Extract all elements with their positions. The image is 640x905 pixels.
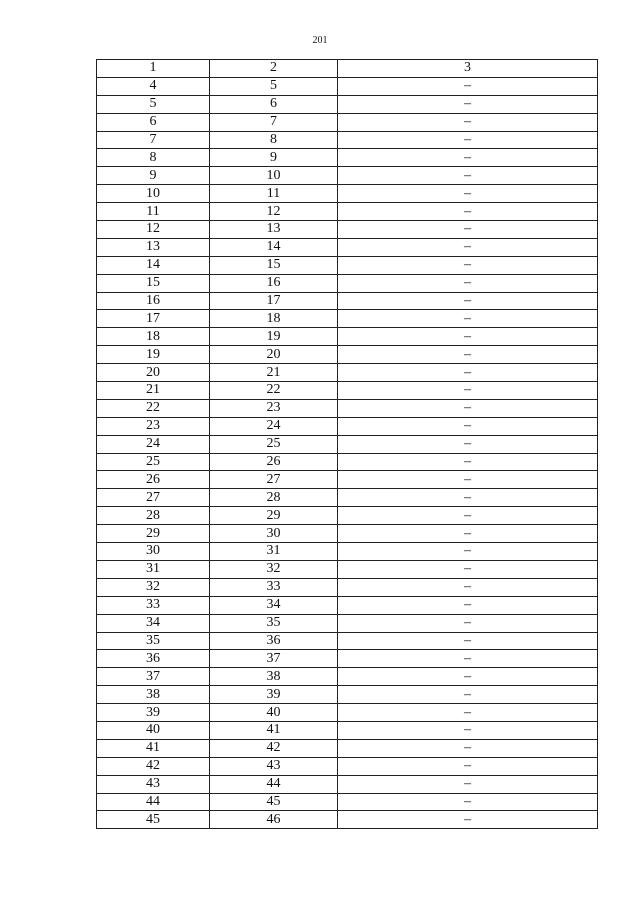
table-cell: 8 [210,131,338,149]
table-cell: – [338,632,598,650]
table-cell: – [338,256,598,274]
table-row [97,560,598,578]
table-cell: 10 [97,185,210,203]
table-cell: 29 [210,507,338,525]
table-cell: 45 [210,793,338,811]
table-cell: 39 [97,704,210,722]
table-cell: – [338,95,598,113]
table-cell: 12 [210,203,338,221]
table-cell: 28 [210,489,338,507]
table-cell: 17 [210,292,338,310]
table-row [97,686,598,704]
table-cell: 29 [97,525,210,543]
table-cell: – [338,221,598,239]
table-cell: 7 [97,131,210,149]
table-cell: 27 [210,471,338,489]
table-row [97,757,598,775]
table-cell: 38 [210,668,338,686]
table-cell: 25 [210,435,338,453]
table-cell: 24 [97,435,210,453]
table-cell: – [338,435,598,453]
table-cell: 31 [97,560,210,578]
table-cell: 41 [97,739,210,757]
table-cell: 20 [210,346,338,364]
table-cell: 33 [97,596,210,614]
table-cell: 23 [97,417,210,435]
page-number: 201 [312,35,328,46]
table-row [97,704,598,722]
table-cell: 17 [97,310,210,328]
table-cell: 26 [97,471,210,489]
table-cell: 24 [210,417,338,435]
table-row [97,739,598,757]
table-cell: 16 [210,274,338,292]
table-cell: – [338,310,598,328]
table-cell: 7 [210,113,338,131]
table-cell: – [338,453,598,471]
table-row [97,650,598,668]
table-cell: 45 [97,811,210,829]
table-cell: 30 [210,525,338,543]
table-cell: – [338,149,598,167]
table-row [97,668,598,686]
table-row [97,382,598,400]
table-row [97,471,598,489]
table-cell: – [338,650,598,668]
table-row [97,238,598,256]
table-cell: 11 [210,185,338,203]
table-row [97,256,598,274]
table-cell: – [338,543,598,561]
table-cell: 46 [210,811,338,829]
table-cell: 37 [97,668,210,686]
table-cell: – [338,704,598,722]
table-cell: – [338,399,598,417]
table-cell: 35 [97,632,210,650]
table-cell: 38 [97,686,210,704]
table-cell: 37 [210,650,338,668]
table-header-cell: 1 [97,60,210,78]
table-cell: 15 [97,274,210,292]
table-header-row [97,60,598,78]
table-cell: – [338,77,598,95]
table-cell: – [338,346,598,364]
table-cell: – [338,811,598,829]
table-cell: 19 [97,346,210,364]
table-cell: 13 [97,238,210,256]
table-body [97,60,598,829]
table-cell: 31 [210,543,338,561]
table-cell: 16 [97,292,210,310]
table-cell: 5 [97,95,210,113]
table-row [97,811,598,829]
table-row [97,417,598,435]
table-cell: – [338,757,598,775]
table-cell: 28 [97,507,210,525]
table-cell: 13 [210,221,338,239]
table-row [97,364,598,382]
table-cell: 43 [210,757,338,775]
table-cell: 34 [97,614,210,632]
table-cell: 43 [97,775,210,793]
table-cell: 34 [210,596,338,614]
table-cell: – [338,185,598,203]
table-row [97,596,598,614]
table-cell: – [338,775,598,793]
table-cell: 44 [97,793,210,811]
table-cell: 6 [210,95,338,113]
table-cell: – [338,793,598,811]
table-cell: – [338,292,598,310]
table-cell: – [338,131,598,149]
table-row [97,167,598,185]
table-cell: 22 [97,399,210,417]
table-cell: – [338,274,598,292]
table-cell: – [338,525,598,543]
table-row [97,310,598,328]
table-row [97,632,598,650]
table-cell: 25 [97,453,210,471]
table-row [97,489,598,507]
table-cell: – [338,489,598,507]
table-cell: – [338,382,598,400]
table-row [97,775,598,793]
table-row [97,95,598,113]
table-cell: 32 [210,560,338,578]
table-cell: 14 [97,256,210,274]
table-cell: 21 [210,364,338,382]
table-row [97,435,598,453]
table-cell: 8 [97,149,210,167]
table-cell: – [338,560,598,578]
table-cell: 26 [210,453,338,471]
table-cell: 44 [210,775,338,793]
table-cell: 42 [97,757,210,775]
table-cell: 18 [97,328,210,346]
table-cell: 22 [210,382,338,400]
table-cell: – [338,471,598,489]
table-header-cell: 2 [210,60,338,78]
table-cell: 23 [210,399,338,417]
table-cell: – [338,686,598,704]
table-row [97,77,598,95]
document-table [96,59,598,829]
table-cell: 40 [210,704,338,722]
table-cell: – [338,507,598,525]
table-header-cell: 3 [338,60,598,78]
table-row [97,399,598,417]
table-row [97,614,598,632]
table-cell: 40 [97,721,210,739]
table-cell: 32 [97,578,210,596]
table-cell: – [338,203,598,221]
table-row [97,793,598,811]
table-row [97,346,598,364]
table-row [97,721,598,739]
table-cell: 14 [210,238,338,256]
table-cell: 6 [97,113,210,131]
table-cell: 42 [210,739,338,757]
table-cell: 9 [97,167,210,185]
table-cell: 4 [97,77,210,95]
table-cell: – [338,668,598,686]
table-row [97,328,598,346]
table-row [97,525,598,543]
table-cell: 15 [210,256,338,274]
table-cell: – [338,364,598,382]
table-row [97,131,598,149]
table-cell: – [338,417,598,435]
table-cell: 36 [97,650,210,668]
table-cell: 9 [210,149,338,167]
table-cell: 19 [210,328,338,346]
table-row [97,292,598,310]
table-row [97,185,598,203]
table-cell: – [338,721,598,739]
table-row [97,453,598,471]
table-cell: 35 [210,614,338,632]
document-table-container [96,59,597,829]
table-cell: 12 [97,221,210,239]
table-cell: 27 [97,489,210,507]
table-row [97,507,598,525]
table-row [97,221,598,239]
table-cell: – [338,739,598,757]
table-cell: 18 [210,310,338,328]
table-cell: – [338,113,598,131]
table-row [97,203,598,221]
table-cell: – [338,167,598,185]
table-cell: 33 [210,578,338,596]
table-cell: 11 [97,203,210,221]
table-row [97,149,598,167]
table-cell: 36 [210,632,338,650]
table-cell: – [338,614,598,632]
table-row [97,543,598,561]
table-cell: – [338,238,598,256]
table-cell: 20 [97,364,210,382]
table-cell: – [338,578,598,596]
table-row [97,578,598,596]
table-cell: 30 [97,543,210,561]
table-cell: – [338,328,598,346]
table-cell: 41 [210,721,338,739]
table-cell: 5 [210,77,338,95]
table-row [97,274,598,292]
table-row [97,113,598,131]
table-cell: 21 [97,382,210,400]
table-cell: – [338,596,598,614]
table-cell: 10 [210,167,338,185]
table-cell: 39 [210,686,338,704]
